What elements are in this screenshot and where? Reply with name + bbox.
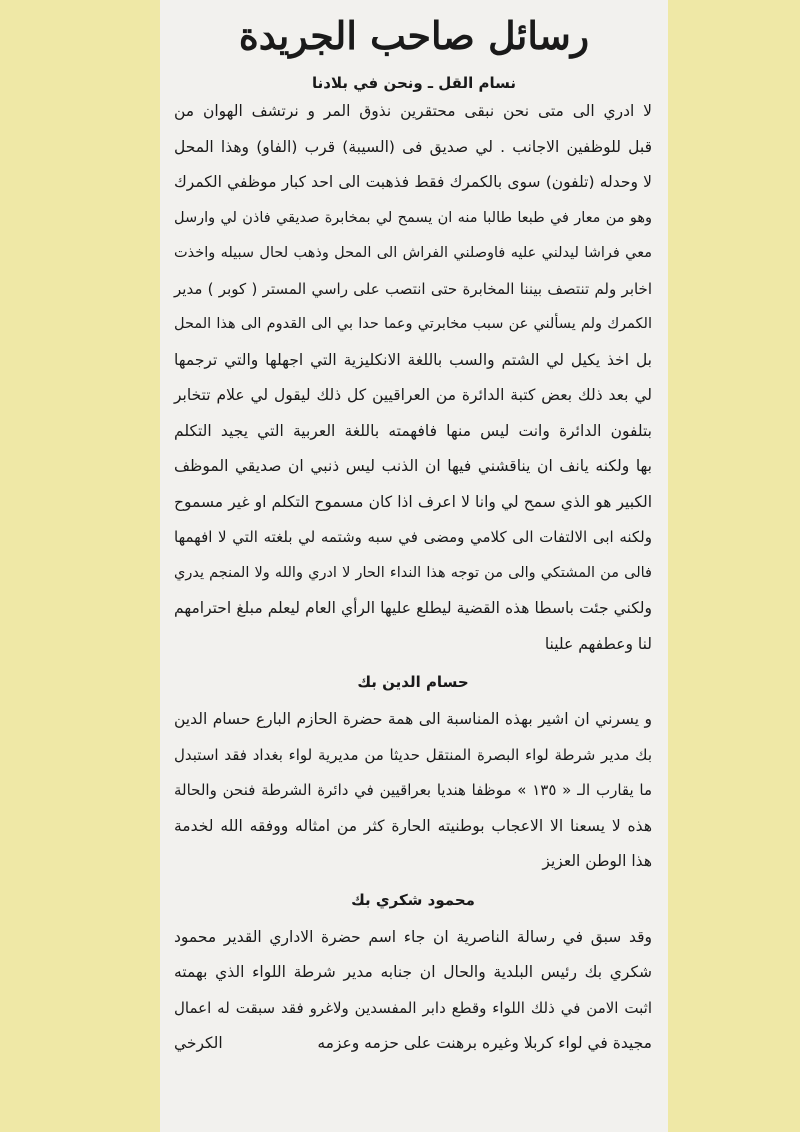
author-signature: الكرخي [174, 1034, 223, 1052]
text-line: هذا الوطن العزيز [542, 852, 652, 870]
text-line: لا ادري الى متى نحن نبقى محتقرين نذوق المر و نرتشف الهوان من [174, 102, 652, 120]
closing-line [174, 1026, 652, 1062]
letter-section-1 [174, 94, 652, 662]
text-line: شكري بك رئيس البلدية والحال ان جنابه مدير شرطة اللواء الذي بهمته [174, 963, 652, 981]
text-line: اثبت الامن في ذلك اللواء وقطع دابر المفسدين ولاغرو فقد سبقت له اعمال [174, 998, 652, 1017]
text-line: ولكني جئت باسطا هذه القضية ليطلع عليها الرأي العام ليعلم مبلغ احترامهم [174, 599, 652, 617]
text-line: فالى من المشتكي والى من توجه هذا النداء الحار لا ادري والله ولا المنجم يدري [174, 564, 652, 581]
newspaper-page [160, 0, 668, 1132]
section-heading: حسام الدين بك [357, 673, 469, 691]
text-line: هذه لا يسعنا الا الاعجاب بوطنيته الحارة كثر من امثاله ووفقه الله لخدمة [174, 816, 652, 835]
text-line: وقد سبق في رسالة الناصرية ان جاء اسم حضرة الاداري القدير محمود [174, 927, 652, 946]
letter-section-2 [174, 702, 652, 880]
text-line: لنا وعطفهم علينا [544, 634, 652, 653]
text-line: معي فراشا ليدلني عليه فاوصلني الفراش الى المحل وذهب لحال سبيله واخذت [174, 245, 652, 261]
letter-section-3 [174, 920, 652, 1062]
masthead-title: رسائل صاحب الجريدة [238, 13, 590, 58]
text-line: وهو من معار في طبعا طالبا منه ان يسمح لي بمخابرة صديقي فاذن لي وارسل [174, 209, 652, 226]
article-subtitle: نسام القل ـ ونحن في بلادنا [312, 74, 516, 92]
text-line: الكبير هو الذي سمح لي وانا لا اعرف اذا كان مسموح التكلم او غير مسموح [174, 492, 652, 511]
article-body [160, 94, 668, 1062]
text-line: قبل للوظفين الاجانب . لي صديق فى (السيبة) قرب (الفاو) وهذا المحل [174, 137, 652, 156]
text-line: بها ولكنه يانف ان يناقشني فيها ان الذنب ليس ذنبي ان صديقي الموظف [174, 457, 652, 475]
text-line: لي بعد ذلك بعض كتبة الدائرة من العراقيين كل ذلك ليقول لي علام تتخابر [174, 386, 652, 404]
section-heading: محمود شكري بك [351, 890, 475, 909]
text-line: لا وحدله (تلفون) سوى بالكمرك فقط فذهبت الى احد كبار موظفي الكمرك [174, 173, 652, 191]
text-line: بك مدير شرطة لواء البصرة المنتقل حديثا من مديرية لواء بغداد فقد استبدل [174, 745, 652, 764]
text-line: ما يقارب الـ « ١٣٥ » موظفا هنديا بعراقيين في دائرة الشرطة فنحن والحالة [174, 781, 653, 799]
text-line: و يسرني ان اشير بهذه المناسبة الى همة حضرة الحازم البارع حسام الدين [174, 710, 652, 728]
text-line: بل اخذ يكيل لي الشتم والسب باللغة الانكليزية التي اجهلها والتي ترجمها [174, 350, 652, 369]
text-line: ولكنه ابى الالتفات الى كلامي ومضى في سبه وشتمه لي بلغته التي لا افهمها [174, 528, 652, 546]
text-line: بتلفون الدائرة وانت ليس منها فافهمته باللغة العربية التي يجيد التكلم [174, 421, 652, 440]
text-line: اخابر ولم تنتصف بيننا المخابرة حتى انتصب على راسي المستر ( كوبر ) مدير [174, 279, 652, 298]
text-line: مجيدة في لواء كربلا وغيره برهنت على حزمه وعزمه [317, 1034, 652, 1052]
text-line: الكمرك ولم يسألني عن سبب مخابرتي وعما حدا بي الى القدوم الى هذا المحل [174, 316, 652, 332]
